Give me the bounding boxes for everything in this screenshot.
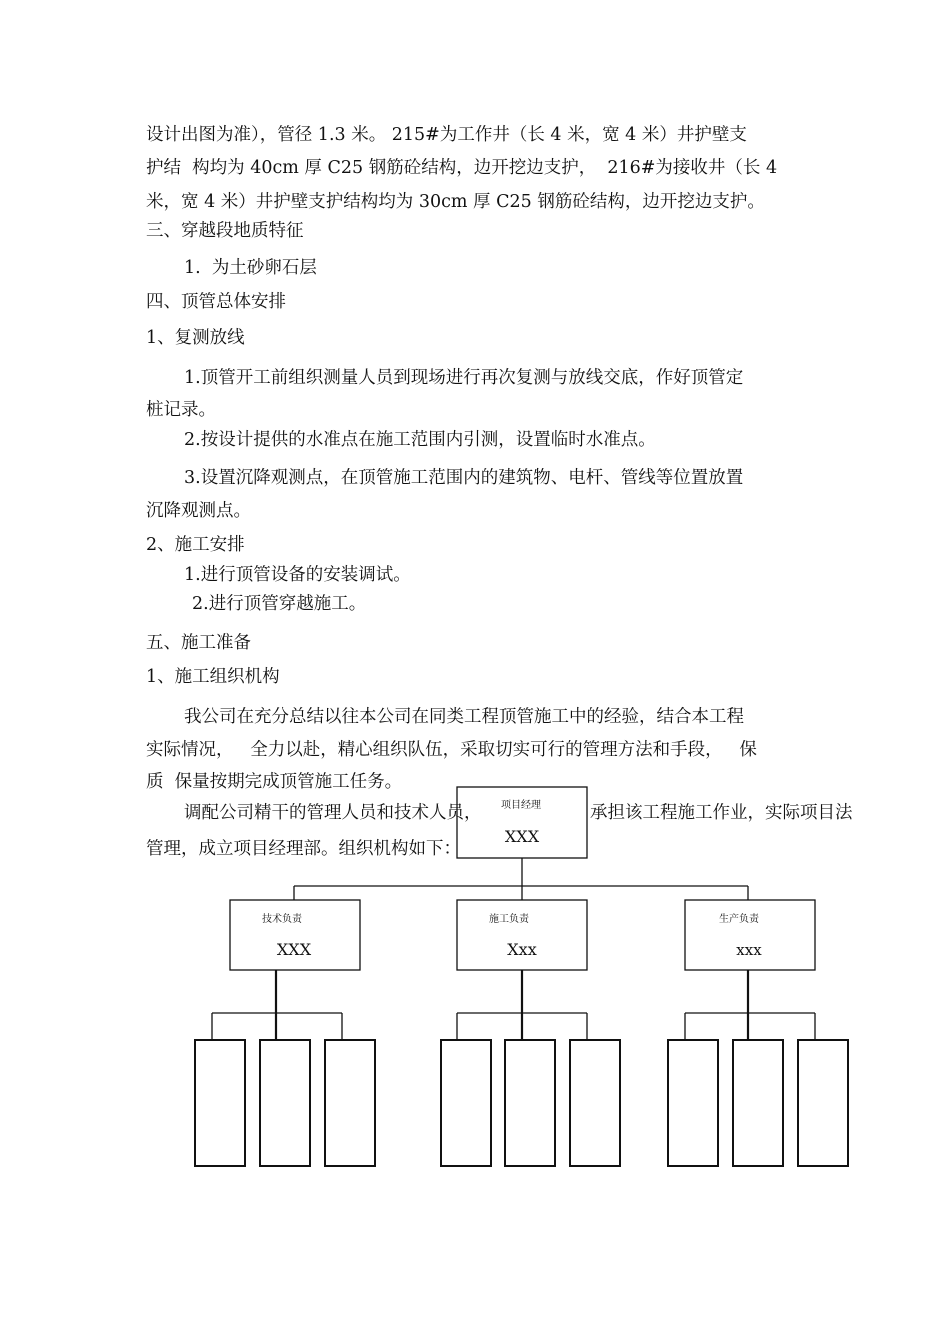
org-box-left bbox=[230, 900, 360, 970]
body-line-21a: 调配公司精干的管理人员和技术人员， bbox=[184, 803, 482, 823]
body-line-1: 设计出图为准），管径 1.3 米。 215#为工作井（长 4 米，宽 4 米）井护壁支 bbox=[146, 125, 747, 145]
section-heading-4: 四、顶管总体安排 bbox=[146, 292, 286, 312]
body-line-8: 1.顶管开工前组织测量人员到现场进行再次复测与放线交底，作好顶管定 bbox=[184, 368, 744, 388]
org-leaf-box bbox=[668, 1040, 718, 1166]
org-left-title: 技术负责 bbox=[262, 914, 302, 925]
body-line-22: 管理，成立项目经理部。组织机构如下： bbox=[146, 839, 461, 859]
body-line-3: 米，宽 4 米）井护壁支护结构均为 30cm 厚 C25 钢筋砼结构，边开挖边支护。 bbox=[146, 192, 765, 212]
org-top-name: XXX bbox=[504, 827, 540, 846]
org-leaf-box bbox=[505, 1040, 555, 1166]
org-leaf-box bbox=[260, 1040, 310, 1166]
org-box-top bbox=[457, 787, 587, 858]
body-line-9: 桩记录。 bbox=[146, 400, 216, 420]
subheading-survey: 1、复测放线 bbox=[146, 328, 245, 348]
body-line-10: 2.按设计提供的水准点在施工范围内引测，设置临时水准点。 bbox=[184, 430, 656, 450]
org-leaf-box bbox=[195, 1040, 245, 1166]
body-line-21b: 承担该工程施工作业，实际项目法 bbox=[590, 803, 853, 823]
list-item: 1.进行顶管设备的安装调试。 bbox=[184, 565, 411, 585]
org-box-center bbox=[457, 900, 587, 970]
section-heading-3: 三、穿越段地质特征 bbox=[146, 221, 304, 241]
org-right-title: 生产负责 bbox=[719, 914, 759, 925]
section-heading-5: 五、施工准备 bbox=[146, 633, 251, 653]
org-right-name: xxx bbox=[736, 941, 762, 959]
org-leaf-box bbox=[798, 1040, 848, 1166]
body-line-12: 沉降观测点。 bbox=[146, 501, 251, 521]
list-item: 2.进行顶管穿越施工。 bbox=[192, 594, 367, 614]
body-line-11: 3.设置沉降观测点，在顶管施工范围内的建筑物、电杆、管线等位置放置 bbox=[184, 468, 744, 488]
org-leaf-box bbox=[325, 1040, 375, 1166]
org-leaf-box bbox=[570, 1040, 620, 1166]
org-box-right bbox=[685, 900, 815, 970]
list-item: 1. 为土砂卵石层 bbox=[184, 258, 317, 278]
body-line-2: 护结 构均为 40cm 厚 C25 钢筋砼结构，边开挖边支护， 216#为接收井（长 4 bbox=[146, 158, 778, 178]
body-line-19: 实际情况， 全力以赴，精心组织队伍，采取切实可行的管理方法和手段， 保 bbox=[146, 740, 757, 760]
subheading-organization: 1、施工组织机构 bbox=[146, 667, 280, 687]
body-line-20: 质 保量按期完成顶管施工任务。 bbox=[146, 772, 403, 792]
org-leaf-box bbox=[733, 1040, 783, 1166]
org-center-name: Xxx bbox=[507, 940, 537, 959]
org-top-title: 项目经理 bbox=[501, 800, 541, 811]
org-center-title: 施工负责 bbox=[489, 914, 529, 925]
subheading-arrangement: 2、施工安排 bbox=[146, 535, 245, 555]
org-left-name: XXX bbox=[276, 940, 312, 959]
org-leaf-box bbox=[441, 1040, 491, 1166]
body-line-18: 我公司在充分总结以往本公司在同类工程顶管施工中的经验，结合本工程 bbox=[184, 707, 744, 727]
